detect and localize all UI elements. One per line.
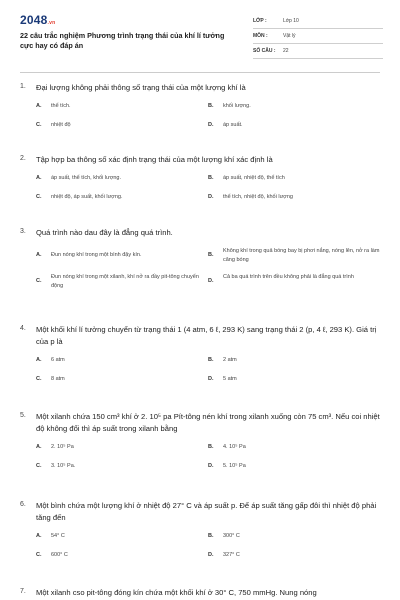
option-letter: B. [208, 103, 214, 109]
option-letter: D. [208, 194, 214, 200]
question-5 [20, 411, 380, 475]
option-text: 2. 10⁵ Pa [51, 444, 74, 450]
site-logo[interactable] [20, 13, 55, 27]
option-letter: A. [36, 533, 42, 539]
option-c[interactable] [36, 550, 208, 564]
meta-value: 22 [283, 48, 289, 54]
option-c[interactable] [36, 120, 208, 134]
question-number: 6. [20, 501, 26, 508]
answer-options [36, 101, 380, 134]
option-b[interactable] [208, 173, 380, 187]
option-d[interactable] [208, 192, 380, 206]
option-text: áp suất, thể tích, khối lượng. [51, 175, 121, 181]
option-b[interactable] [208, 442, 380, 456]
option-text: 8 atm [51, 376, 65, 382]
option-letter: D. [208, 122, 214, 128]
option-text: nhiệt độ [51, 122, 71, 128]
logo-tld-text: .vn [47, 20, 56, 26]
option-text: thể tích, nhiệt độ, khối lượng [223, 194, 293, 200]
option-text: Cả ba quá trình trên đều không phải là đẳng quá trình [223, 274, 354, 280]
question-number: 4. [20, 325, 26, 332]
question-6 [20, 500, 380, 564]
question-text: Một xilanh cso pit-tông đóng kín chứa một khối khí ở 30° C, 750 mmHg. Nung nóng [36, 588, 317, 597]
meta-row-subject [253, 29, 383, 44]
answer-options [36, 173, 380, 206]
meta-label: LỚP : [253, 18, 267, 24]
option-text: 300° C [223, 533, 240, 539]
question-number: 7. [20, 588, 26, 595]
option-text: khối lượng. [223, 103, 251, 109]
question-text: Một khối khí lí tưởng chuyển từ trạng thái 1 (4 atm, 6 ℓ, 293 K) sang trạng thái 2 (p, 4 ℓ, 293 K). Giá trị của p là [36, 325, 377, 346]
option-letter: B. [208, 252, 214, 258]
document-title: 22 câu trắc nghiệm Phương trình trạng thái của khí lí tưởng cực hay có đáp án [20, 31, 225, 50]
option-text: Đun nóng khí trong một bình đậy kín. [51, 252, 142, 258]
page-header [0, 0, 400, 62]
option-text: Đun nóng khí trong một xilanh, khí nở ra đầy pit-tông chuyển động [51, 274, 199, 289]
option-d[interactable] [208, 374, 380, 388]
option-text: 2 atm [223, 357, 237, 363]
meta-label: SỐ CÂU : [253, 48, 276, 54]
answer-options [36, 531, 380, 564]
option-letter: A. [36, 357, 42, 363]
logo-main-text: 2048 [20, 13, 48, 27]
option-b[interactable] [208, 101, 380, 115]
option-letter: C. [36, 463, 42, 469]
option-letter: A. [36, 103, 42, 109]
option-text: 5 atm [223, 376, 237, 382]
option-b[interactable] [208, 355, 380, 369]
option-letter: B. [208, 533, 214, 539]
option-c[interactable] [36, 272, 208, 291]
option-letter: C. [36, 122, 42, 128]
meta-label: MÔN : [253, 33, 268, 39]
meta-row-count [253, 44, 383, 59]
option-text: Không khí trong quả bóng bay bị phơi nắng, nóng lên, nở ra làm căng bóng [223, 248, 380, 263]
answer-options [36, 442, 380, 475]
question-text: Một xilanh chứa 150 cm³ khí ở 2. 10⁵ pa Pít-tông nén khí trong xilanh xuống còn 75 cm³. Nếu coi nhiệt độ không đổi thì áp suất trong xilanh bằng [36, 412, 380, 433]
option-letter: C. [36, 376, 42, 382]
option-letter: C. [36, 278, 42, 284]
option-text: áp suất, nhiệt độ, thể tích [223, 175, 285, 181]
meta-value: Lớp 10 [283, 18, 299, 24]
option-letter: D. [208, 376, 214, 382]
question-2 [20, 154, 380, 206]
question-7 [20, 587, 380, 599]
option-a[interactable] [36, 355, 208, 369]
question-text: Một bình chứa một lượng khí ở nhiệt độ 27° C và áp suất p. Để áp suất tăng gấp đôi thì nhiệt độ phải tăng đến [36, 501, 377, 522]
option-a[interactable] [36, 246, 208, 265]
option-text: 600° C [51, 552, 68, 558]
option-text: 6 atm [51, 357, 65, 363]
meta-row-class [253, 14, 383, 29]
option-letter: B. [208, 175, 214, 181]
option-a[interactable] [36, 173, 208, 187]
option-letter: D. [208, 552, 214, 558]
option-text: 4. 10⁵ Pa [223, 444, 246, 450]
option-letter: B. [208, 444, 214, 450]
question-1 [20, 82, 380, 134]
option-letter: B. [208, 357, 214, 363]
option-letter: A. [36, 444, 42, 450]
question-number: 2. [20, 155, 26, 162]
option-c[interactable] [36, 192, 208, 206]
option-text: 54° C [51, 533, 65, 539]
option-b[interactable] [208, 246, 380, 265]
question-text: Đại lượng không phải thông số trạng thái của một lượng khí là [36, 83, 246, 92]
option-d[interactable] [208, 272, 380, 291]
question-number: 3. [20, 228, 26, 235]
option-text: nhiệt độ, áp suất, khối lượng. [51, 194, 123, 200]
meta-value: Vật lý [283, 33, 296, 39]
question-4 [20, 324, 380, 388]
option-d[interactable] [208, 461, 380, 475]
question-number: 5. [20, 412, 26, 419]
option-text: áp suất. [223, 122, 243, 128]
option-text: 327° C [223, 552, 240, 558]
option-letter: A. [36, 252, 42, 258]
option-text: thể tích. [51, 103, 71, 109]
option-c[interactable] [36, 374, 208, 388]
option-letter: C. [36, 552, 42, 558]
option-text: 3. 10⁵ Pa. [51, 463, 76, 469]
option-b[interactable] [208, 531, 380, 545]
question-number: 1. [20, 83, 26, 90]
option-c[interactable] [36, 461, 208, 475]
answer-options [36, 355, 380, 388]
option-a[interactable] [36, 101, 208, 115]
option-letter: D. [208, 463, 214, 469]
answer-options [36, 246, 380, 291]
question-3 [20, 227, 380, 291]
option-a[interactable] [36, 531, 208, 545]
option-a[interactable] [36, 442, 208, 456]
header-divider [20, 72, 380, 73]
document-meta [253, 14, 383, 59]
option-letter: D. [208, 278, 214, 284]
option-d[interactable] [208, 550, 380, 564]
question-text: Quá trình nào dau đây là đẳng quá trình. [36, 228, 173, 237]
option-letter: A. [36, 175, 42, 181]
option-d[interactable] [208, 120, 380, 134]
option-letter: C. [36, 194, 42, 200]
option-text: 5. 10⁵ Pa [223, 463, 246, 469]
question-text: Tập hợp ba thông số xác định trạng thái của một lượng khí xác định là [36, 155, 273, 164]
